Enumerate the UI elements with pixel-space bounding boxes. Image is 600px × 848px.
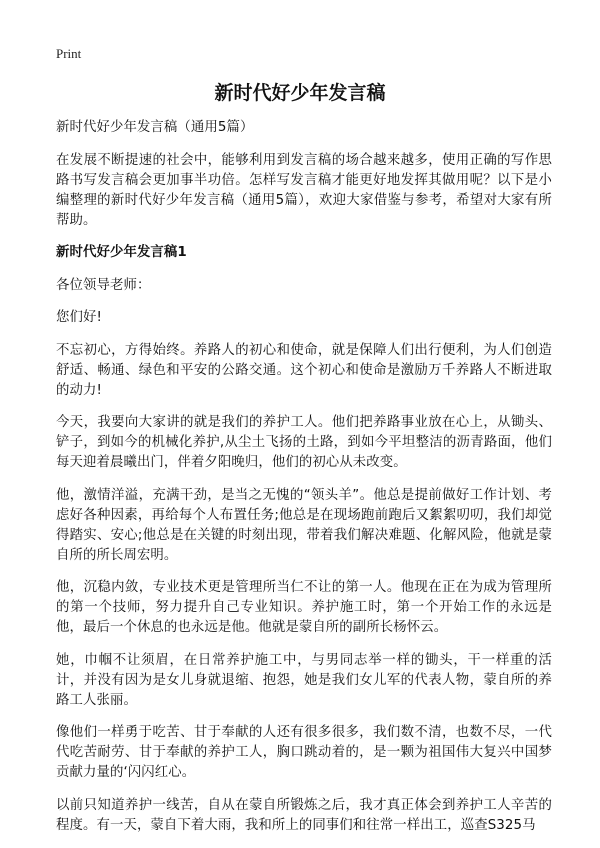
body-paragraph: 您们好! <box>56 310 102 325</box>
document-title: 新时代好少年发言稿 <box>214 82 386 104</box>
print-link[interactable]: Print <box>56 46 82 61</box>
body-paragraph: 以前只知道养护一线苦，自从在蒙自所锻炼之后，我才真正体会到养护工人辛苦的程度。有一天，蒙自下着大雨，我和所上的同事们和往常一样出工，巡查S325马 <box>56 797 552 833</box>
body-paragraph: 他，激情洋溢，充满干劲，是当之无愧的“领头羊”。他总是提前做好工作计划、考虑好各种因素，再给每个人布置任务;他总是在现场跑前跑后又絮絮叨叨，我们却觉得踏实、安心;他总是在关键的时刻出现，带着我们解决难题、化解风险，他就是蒙自所的所长周宏明。 <box>56 487 552 563</box>
body-paragraph: 今天，我要向大家讲的就是我们的养护工人。他们把养路事业放在心上，从锄头、铲子，到如今的机械化养护,从尘土飞扬的土路，到如今平坦整洁的沥青路面，他们每天迎着晨曦出门，伴着夕阳晚归，他们的初心从未改变。 <box>56 415 552 470</box>
body-paragraph: 不忘初心，方得始终。养路人的初心和使命，就是保障人们出行便利，为人们创造舒适、畅通、绿色和平安的公路交通。这个初心和使命是激励万千养路人不断进取的动力! <box>56 342 552 398</box>
body-paragraph: 各位领导老师： <box>56 277 151 293</box>
body-paragraph: 在发展不断提速的社会中，能够利用到发言稿的场合越来越多，使用正确的写作思路书写发言稿会更加事半功倍。怎样写发言稿才能更好地发挥其做用呢？以下是小编整理的新时代好少年发言稿（通用5篇），欢迎大家借鉴与参考，希望对大家有所帮助。 <box>56 152 552 228</box>
document-body <box>56 118 552 848</box>
body-paragraph: 像他们一样勇于吃苦、甘于奉献的人还有很多很多，我们数不清，也数不尽，一代代吃苦耐劳、甘于奉献的养护工人，胸口跳动着的，是一颗为祖国伟大复兴中国梦贡献力量的‘闪闪红心。 <box>56 725 552 780</box>
section-heading: 新时代好少年发言稿1 <box>56 245 187 260</box>
body-paragraph: 他，沉稳内敛，专业技术更是管理所当仁不让的第一人。他现在正在为成为管理所的第一个技师，努力提升自己专业知识。养护施工时，第一个开始工作的永远是他，最后一个休息的也永远是他。他就是蒙自所的副所长杨怀云。 <box>56 580 552 635</box>
body-paragraph: 新时代好少年发言稿（通用5篇） <box>56 120 254 135</box>
body-paragraph: 她，巾帼不让须眉，在日常养护施工中，与男同志举一样的锄头，干一样重的活计，并没有因为是女儿身就退缩、抱怨，她是我们女儿军的代表人物，蒙自所的养路工人张丽。 <box>56 652 552 708</box>
